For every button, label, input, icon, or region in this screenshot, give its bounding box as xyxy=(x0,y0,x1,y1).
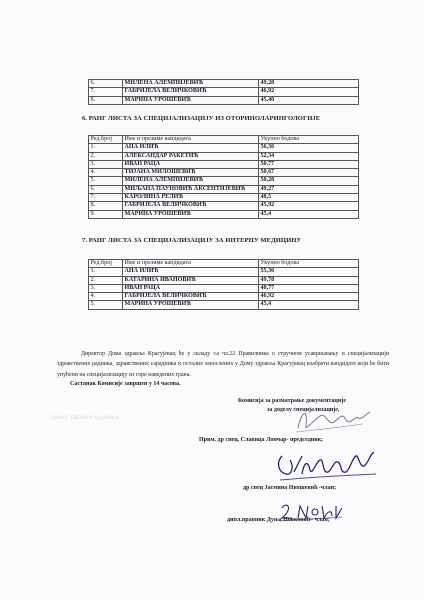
candidate-name: ИВАН РАЦА xyxy=(123,284,259,292)
candidate-name: АНА ИЛИЋ xyxy=(123,268,259,276)
header-points: Укупно бодова xyxy=(259,260,359,268)
table-row xyxy=(89,268,359,276)
table-row xyxy=(89,301,359,309)
row-number: 4. xyxy=(89,293,123,301)
row-number: 2. xyxy=(89,276,123,284)
row-number: 1. xyxy=(89,268,123,276)
table-header-row xyxy=(89,260,359,268)
table-row xyxy=(89,293,359,301)
row-number: 5. xyxy=(89,301,123,309)
row-number: 9. xyxy=(89,210,123,218)
table-row xyxy=(89,80,359,88)
signer-1-name: Прим. др спец. Славица Лончар- председник; xyxy=(199,437,324,443)
total-points: 50,77 xyxy=(259,160,359,168)
table-row xyxy=(89,202,359,210)
section-7-title: 7. РАНГ ЛИСТА ЗА СПЕЦИЈАЛИЗАЦИЈУ ЗА ИНТЕРНУ МЕДИЦИНУ xyxy=(82,237,302,244)
total-points: 46,92 xyxy=(259,88,359,96)
paragraph-text: Директор Дома здравља Крагујевац ће у складу са чл.22 Правилника о стручном усавршавању и специјализацији здравствених радника, здравствених сарадника и осталих запослених у Дому здравља Крагујевац изабрати кандидате који ће бити упућени на специјализацију из горе наведених грана. xyxy=(57,351,389,378)
total-points: 52,34 xyxy=(259,152,359,160)
total-points: 49,28 xyxy=(259,80,359,88)
table-row xyxy=(89,152,359,160)
table-row xyxy=(89,177,359,185)
total-points: 45,4 xyxy=(259,210,359,218)
total-points: 49,27 xyxy=(259,185,359,193)
section-6-title: 6. РАНГ ЛИСТА ЗА СПЕЦИЈАЛИЗАЦИЈУ ИЗ ОТОРИНОЛАРИНГОЛОГИЈЕ xyxy=(82,115,321,122)
row-number: 1. xyxy=(89,144,123,152)
header-name: Име и презиме кандидата xyxy=(123,260,259,268)
candidate-name: КАТАРИНА ИВАНОВИЋ xyxy=(123,276,259,284)
body-paragraph xyxy=(57,349,389,380)
table-row xyxy=(89,160,359,168)
total-points: 50,67 xyxy=(259,169,359,177)
candidate-name: ТИЈАНА МИЛОШЕВИЋ xyxy=(123,169,259,177)
signer-2-name: др спец Јасмина Ивошевић -члан; xyxy=(243,485,337,491)
total-points: 45,92 xyxy=(259,202,359,210)
total-points: 49,78 xyxy=(259,276,359,284)
total-points: 56,36 xyxy=(259,144,359,152)
row-number: 8. xyxy=(89,96,123,104)
table-row xyxy=(89,96,359,104)
candidate-name: МАРИНА УРОШЕВИЋ xyxy=(123,96,259,104)
table-row xyxy=(89,210,359,218)
row-number: 6. xyxy=(89,185,123,193)
row-number: 3. xyxy=(89,284,123,292)
row-number: 7. xyxy=(89,88,123,96)
closing-statement: Састанак Комисије завршен у 14 часова. xyxy=(70,381,181,387)
table-row xyxy=(89,185,359,193)
row-number: 3. xyxy=(89,160,123,168)
total-points: 46,92 xyxy=(259,293,359,301)
row-number: 6. xyxy=(89,80,123,88)
total-points: 48,77 xyxy=(259,284,359,292)
candidate-name: МАРИНА УРОШЕВИЋ xyxy=(123,301,259,309)
header-points: Укупно бодова xyxy=(259,136,359,144)
candidate-name: ГАБРИЈЕЛА ВЕЛИЧКОВИЋ xyxy=(123,88,259,96)
table-row xyxy=(89,194,359,202)
candidate-name: МАРИНА УРОШЕВИЋ xyxy=(123,210,259,218)
signature-1-handwriting xyxy=(292,402,374,436)
bleed-through-text: ЗДРАВСТВЕНИХ РАДНИКА xyxy=(50,415,120,421)
table-continued xyxy=(88,79,359,105)
candidate-name: МИЛЕНА АЛЕМПИЈЕВИЋ xyxy=(123,177,259,185)
row-number: 5. xyxy=(89,177,123,185)
table-row xyxy=(89,276,359,284)
total-points: 48,5 xyxy=(259,194,359,202)
candidate-name: КАРОЛИНА РЕЛИЋ xyxy=(123,194,259,202)
header-number: Ред.број xyxy=(89,260,123,268)
header-name: Име и презиме кандидата xyxy=(123,136,259,144)
row-number: 4. xyxy=(89,169,123,177)
table-row xyxy=(89,169,359,177)
table-header-row xyxy=(89,136,359,144)
candidate-name: АЛЕКСАНДАР РАКЕТИЋ xyxy=(123,152,259,160)
signer-3-name: дипл.правник Дуња Новковић– члан; xyxy=(227,517,330,523)
row-number: 7. xyxy=(89,194,123,202)
total-points: 55,36 xyxy=(259,268,359,276)
candidate-name: МИЉАНА ПАУНОВИЋ АКСЕНТИЈЕВИЋ xyxy=(123,185,259,193)
candidate-name: ГАБРИЈЕЛА ВЕЛИЧКОВИЋ xyxy=(123,202,259,210)
signature-2-handwriting xyxy=(272,448,380,484)
total-points: 45,40 xyxy=(259,96,359,104)
row-number: 8. xyxy=(89,202,123,210)
commission-title: Комисија за разматрање документације xyxy=(238,398,346,404)
candidate-name: МИЛЕНА АЛЕМПИЈЕВИЋ xyxy=(123,80,259,88)
total-points: 45,4 xyxy=(259,301,359,309)
candidate-name: АНА ИЛИЋ xyxy=(123,144,259,152)
table-row xyxy=(89,144,359,152)
header-number: Ред.број xyxy=(89,136,123,144)
candidate-name: ИВАН РАЦА xyxy=(123,160,259,168)
candidate-name: ГАБРИЈЕЛА ВЕЛИЧКОВИЋ xyxy=(123,293,259,301)
table-row xyxy=(89,88,359,96)
table-internal-medicine-ranking xyxy=(88,259,359,310)
total-points: 50,28 xyxy=(259,177,359,185)
row-number: 2. xyxy=(89,152,123,160)
table-row xyxy=(89,284,359,292)
commission-subtitle: за доделу специјализације, xyxy=(267,407,340,413)
table-ent-ranking xyxy=(88,135,359,219)
